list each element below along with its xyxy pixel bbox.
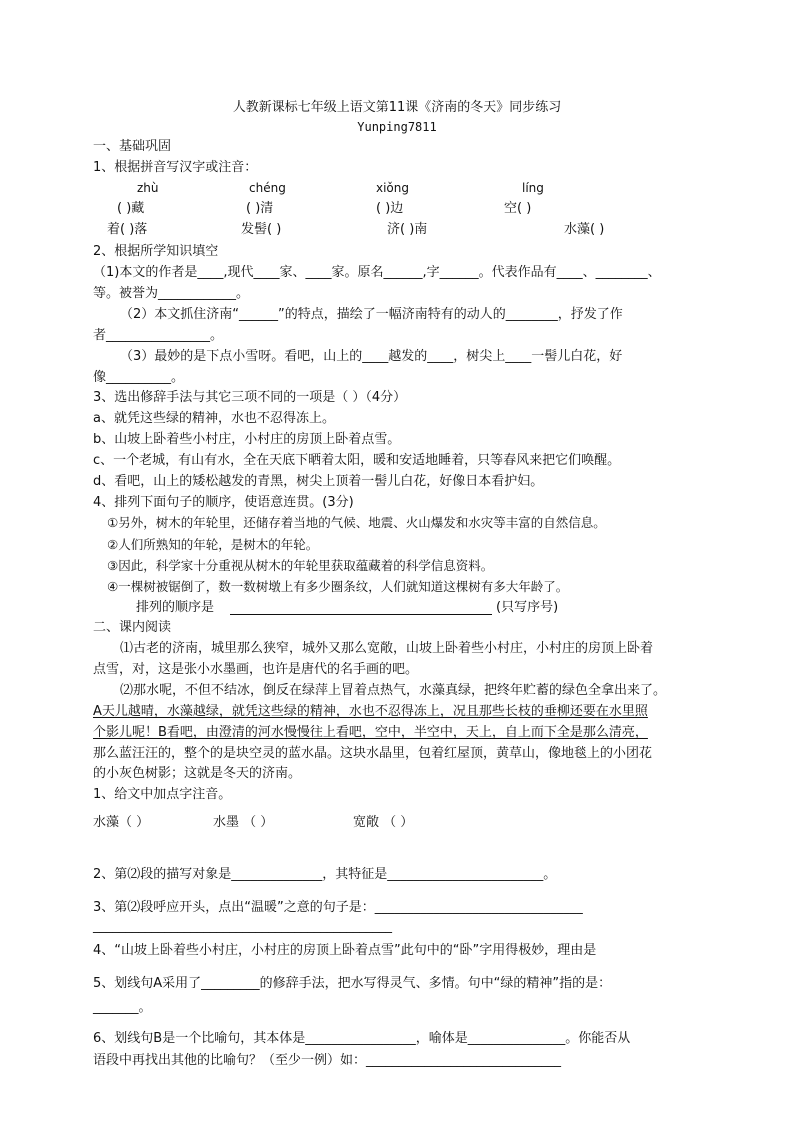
author-id: Yunping7811 <box>357 120 437 134</box>
pinyin-4: líng <box>522 181 544 195</box>
q1-item-7: 济( )南 <box>387 222 428 237</box>
pinyin-1: zhù <box>137 181 159 195</box>
q2-line-1: （1)本文的作者是____,现代____家、____家。原名______,字______。代表作品有____、________、 <box>93 265 661 280</box>
q4-answer-note: (只写序号) <box>496 600 559 615</box>
passage-line-6: 那么蓝汪汪的，整个的是块空灵的蓝水晶。这块水晶里，包着红屋顶，黄草山，像地毯上的小团花 <box>93 746 653 761</box>
q1-item-8: 水藻( ) <box>564 222 605 237</box>
worksheet-title: 人教新课标七年级上语文第11课《济南的冬天》同步练习 <box>232 100 562 115</box>
q2-line-3b: 像__________。 <box>93 370 185 385</box>
q1-item-4: 空( ) <box>504 201 532 216</box>
reading-q5: 5、划线句A采用了_________的修辞手法，把水写得灵气、多情。句中“绿的精神”指的是： <box>93 976 612 991</box>
q1-prompt: 1、根据拼音写汉字或注音： <box>93 160 258 175</box>
section-2-heading: 二、课内阅读 <box>93 620 172 635</box>
q1-item-3: ( )边 <box>376 201 404 216</box>
q2-line-3: （3）最妙的是下点小雪呀。看吧，山上的____越发的____，树尖上____一髻儿白花，好 <box>120 349 623 364</box>
q2-line-2b: 者________________。 <box>93 328 224 343</box>
q3-option-d: d、看吧，山上的矮松越发的青黑，树尖上顶着一髻儿白花，好像日本看护妇。 <box>93 474 544 489</box>
q1-item-6: 发髻( ) <box>241 222 282 237</box>
passage-line-4: A天儿越晴，水藻越绿，就凭这些绿的精神，水也不忍得冻上，况且那些长枝的垂柳还要在水里照 <box>93 704 648 719</box>
passage-line-2: 点雪，对，这是张小水墨画，也许是唐代的名手画的吧。 <box>93 662 419 677</box>
reading-q1-item-1: 水藻（ ） <box>93 815 150 830</box>
q3-option-c: c、一个老城，有山有水，全在天底下晒着太阳，暖和安适地睡着，只等春风来把它们唤醒。 <box>93 453 621 468</box>
section-1-heading: 一、基础巩固 <box>93 139 172 154</box>
reading-q2: 2、第⑵段的描写对象是______________，其特征是________________________。 <box>93 867 557 882</box>
reading-q6-line-2: 语段中再找出其他的比喻句？（至少一例）如：______________________________ <box>93 1053 562 1068</box>
reading-q1: 1、给文中加点字注音。 <box>93 787 232 802</box>
q4-sentence-1: ①另外，树木的年轮里，还储存着当地的气候、地震、火山爆发和水灾等丰富的自然信息。 <box>107 515 606 530</box>
q4-answer-label: 排列的顺序是 <box>136 600 215 615</box>
q3-option-a: a、就凭这些绿的精神，水也不忍得冻上。 <box>93 411 335 426</box>
q2-line-2: （2）本文抓住济南“______”的特点，描绘了一幅济南特有的动人的________，抒发了作 <box>120 307 623 322</box>
q3-prompt: 3、选出修辞手法与其它三项不同的一项是（ ）（4分） <box>93 390 407 405</box>
passage-line-5: 个影儿呢！B看吧，由澄清的河水慢慢往上看吧，空中，半空中，天上，自上而下全是那么清亮， <box>93 725 648 740</box>
q2-line-1b: 等。被誉为____________。 <box>93 286 250 301</box>
q2-prompt: 2、根据所学知识填空 <box>93 244 219 259</box>
reading-q5-line-2: _______。 <box>93 1000 152 1015</box>
q4-answer-line[interactable] <box>230 614 492 615</box>
reading-q3: 3、第⑵段呼应开头，点出“温暖”之意的句子是：________________________________ <box>93 900 583 915</box>
passage-line-1: ⑴古老的济南，城里那么狭窄，城外又那么宽敞，山坡上卧着些小村庄，小村庄的房顶上卧着 <box>120 641 654 656</box>
reading-q3-line-2: ______________________________________________ <box>93 919 392 934</box>
q1-item-1: ( )藏 <box>117 201 145 216</box>
reading-q1-item-3: 宽敞 （ ） <box>353 815 414 830</box>
q4-sentence-2: ②人们所熟知的年轮，是树木的年轮。 <box>107 537 319 552</box>
reading-q1-item-2: 水墨 （ ） <box>213 815 274 830</box>
passage-line-3: ⑵那水呢，不但不结冰，倒反在绿萍上冒着点热气，水藻真绿，把终年贮蓄的绿色全拿出来了。 <box>120 683 667 698</box>
q3-option-b: b、山坡上卧着些小村庄，小村庄的房顶上卧着点雪。 <box>93 432 401 447</box>
q1-item-2: ( )清 <box>246 201 274 216</box>
q4-sentence-3: ③因此，科学家十分重视从树木的年轮里获取蕴藏着的科学信息资料。 <box>107 558 494 573</box>
reading-q6: 6、划线句B是一个比喻句，其本体是_________________，喻体是_______________。你能否从 <box>93 1031 631 1046</box>
pinyin-2: chéng <box>249 181 286 195</box>
q1-item-5: 着( )落 <box>107 222 148 237</box>
q4-prompt: 4、排列下面句子的顺序，使语意连贯。(3分) <box>93 495 354 510</box>
q4-sentence-4: ④一棵树被锯倒了，数一数树墩上有多少圈条纹，人们就知道这棵树有多大年龄了。 <box>107 579 569 594</box>
reading-q4: 4、“山坡上卧着些小村庄，小村庄的房顶上卧着点雪”此句中的“卧”字用得极妙，理由是 <box>93 943 597 958</box>
pinyin-3: xiǒng <box>376 181 409 195</box>
passage-line-7: 的小灰色树影；这就是冬天的济南。 <box>93 766 302 781</box>
